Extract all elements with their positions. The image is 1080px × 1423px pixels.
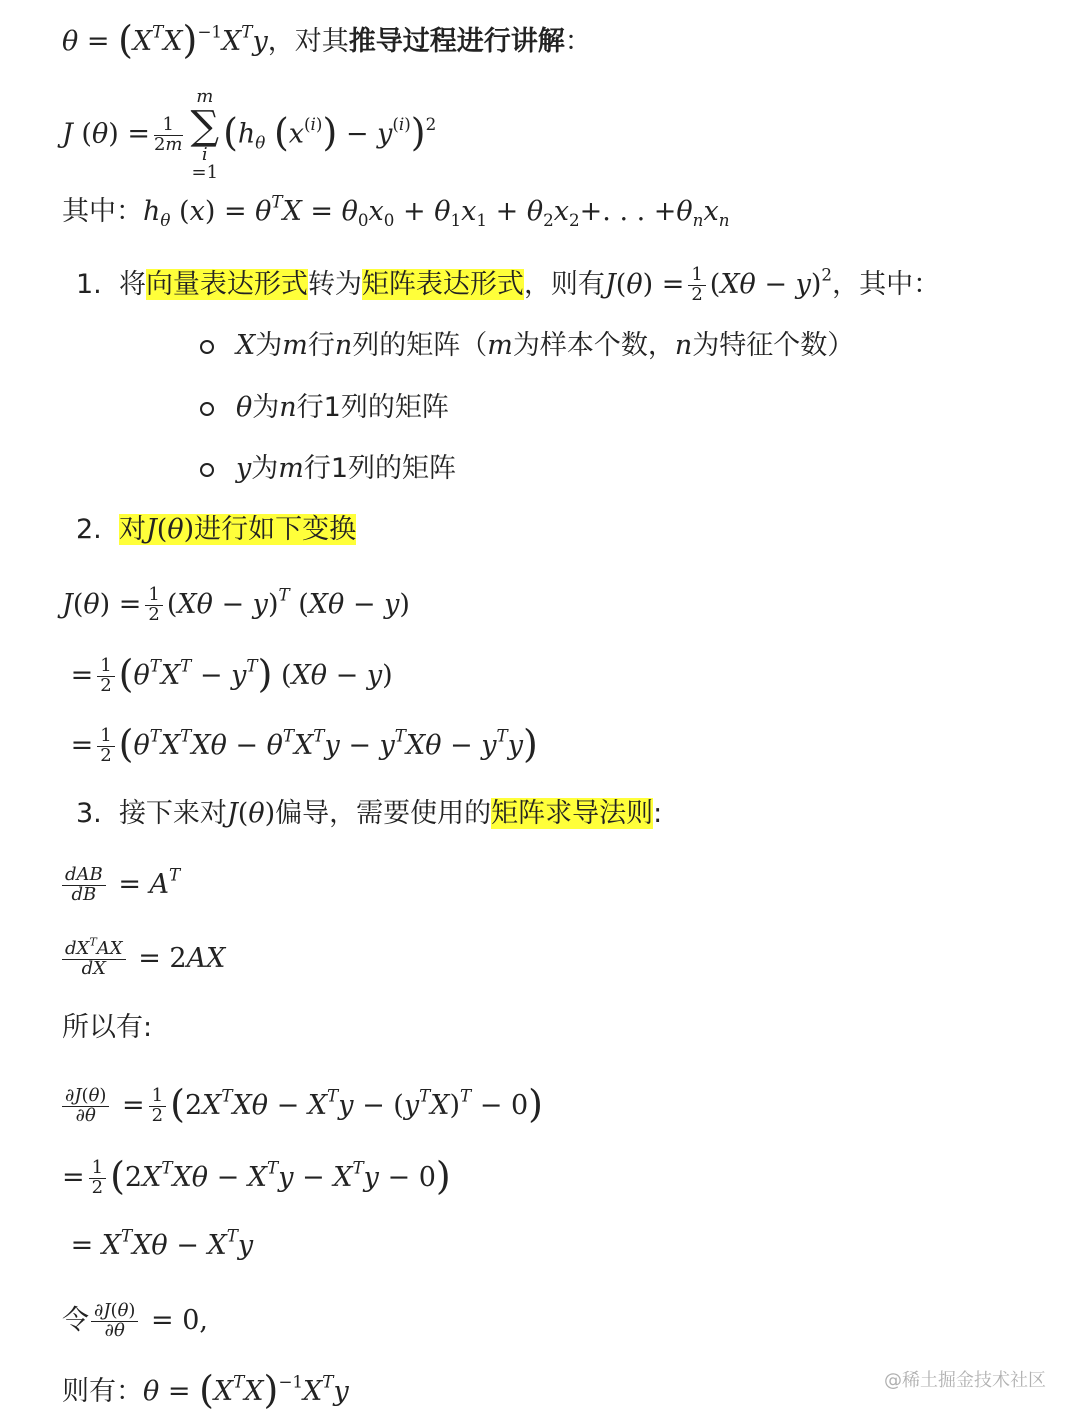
bullet-var: m (487, 330, 513, 361)
step-1-mid: 转为 (307, 268, 362, 300)
bullet-text: 行1列的矩阵 (296, 392, 449, 423)
intro-line (62, 18, 592, 62)
where-label: 其中： (62, 196, 143, 227)
bullet-var: θ (236, 392, 253, 423)
step-1-highlight-2: 矩阵表达形式 (361, 268, 524, 300)
bullet-text: 为样本个数， (512, 330, 675, 361)
step-3-pre: 接下来对 (118, 798, 227, 829)
so-label: 所以有: (62, 1012, 153, 1043)
normal-equation: $\theta = (X^TX)^{-1}X^Ty$ (62, 18, 268, 62)
step-3: 3. 接下来对J(θ)偏导，需要使用的矩阵求导法则: (76, 798, 663, 829)
step-2-pre: 对 (118, 514, 146, 545)
bullet-text: 列的矩阵（ (352, 330, 488, 361)
let-label: 令 (62, 1304, 89, 1336)
step-3-post: : (653, 798, 663, 829)
watermark: @稀土掘金技术社区 (884, 1370, 1046, 1391)
bullet-var: n (334, 330, 353, 361)
bullet-item-3 (200, 451, 456, 487)
bullet-text: 为 (255, 330, 283, 361)
result-line: 则有：$\theta = (X^TX)^{-1}X^Ty$ (62, 1368, 349, 1412)
rule-1: $\frac{\text{dAB}}{dB}$ = $A^T$ (62, 866, 180, 905)
intro-colon: ： (564, 26, 592, 57)
step-2-post: 进行如下变换 (194, 514, 357, 545)
bullet-item-2 (200, 390, 449, 426)
intro-suffix: ，对其 (267, 26, 349, 57)
step-1-number: 1. (76, 268, 102, 300)
gradient-line-1: $\frac{\partial J(\theta)}{\partial\theta}$ = $\frac{1}{2}$ $(2X^TX\theta - X^Ty - (y^TX)^T - 0)$ (62, 1086, 543, 1126)
bullet-icon (200, 340, 214, 354)
bullet-text: 为特征个数） (692, 330, 855, 361)
step-3-mid: 偏导，需要使用的 (275, 798, 492, 829)
cost-function: J (θ) = $\frac{1}{2m}$ m ∑ i =1 ($h_\theta$ $(x^{(i)}) - y^{(i)})^2$ (62, 86, 437, 183)
bullet-text: 行1列的矩阵 (303, 453, 457, 484)
gradient-line-3: = $X^TX\theta - X^Ty$ (62, 1225, 254, 1261)
bullet-var: m (278, 453, 304, 484)
hypothesis-line: 其中：$h_\theta$ $(x) = \theta^TX = \theta_0x_0 + \theta_1x_1 + \theta_2x_2+$. . . $+\theta_nx_n$ (62, 191, 730, 230)
bullet-var: X (236, 330, 256, 361)
bullet-var: n (674, 330, 693, 361)
bullet-text: 为 (252, 392, 280, 423)
bullet-var: n (279, 392, 297, 423)
step-2-number: 2. (76, 514, 102, 545)
rule-2: $\frac{dX^TAX}{dX}$ = 2AX (62, 940, 225, 979)
gradient-line-2: = $\frac{1}{2}$ $(2X^TX\theta - X^Ty - X^Ty - 0)$ (62, 1154, 451, 1198)
intro-bold: 推导过程进行讲解 (348, 26, 565, 57)
bullet-item-1 (200, 328, 854, 364)
bullet-var: m (282, 330, 308, 361)
then-label: 则有： (62, 1376, 143, 1407)
derivation-line-2: = $\frac{1}{2}$ $(\theta^TX^T - y^T) (X\theta - y)$ (62, 652, 393, 696)
step-2-highlight: 对J(θ)进行如下变换 (118, 514, 357, 545)
step-1-highlight-1: 向量表达形式 (145, 268, 308, 300)
step-3-number: 3. (76, 798, 102, 829)
step-1 (76, 266, 940, 305)
matrix-cost: J(θ) = $\frac{1}{2}$ $(X\theta - y)^2$ (604, 264, 833, 305)
step-1-post: ，则有 (523, 268, 605, 300)
bullet-text: 行 (307, 330, 335, 361)
bullet-text: 为 (251, 453, 279, 484)
step-3-highlight: 矩阵求导法则 (491, 798, 654, 829)
step-1-tail: ，其中： (832, 268, 941, 300)
derivation-line-3: = $\frac{1}{2}$ $(\theta^TX^TX\theta - \theta^TX^Ty - y^TX\theta - y^Ty)$ (62, 722, 538, 766)
bullet-icon (200, 402, 214, 416)
let-line: 令 $\frac{\partial J(\theta)}{\partial\theta}$ = 0, (62, 1300, 208, 1341)
derivation-line-1: J(θ) = $\frac{1}{2}$ $(X\theta - y)^T$ (Xθ − y) (62, 584, 410, 625)
step-2 (76, 512, 356, 548)
step-1-pre: 将 (118, 268, 146, 300)
bullet-icon (200, 463, 214, 477)
bullet-var: y (236, 453, 252, 484)
